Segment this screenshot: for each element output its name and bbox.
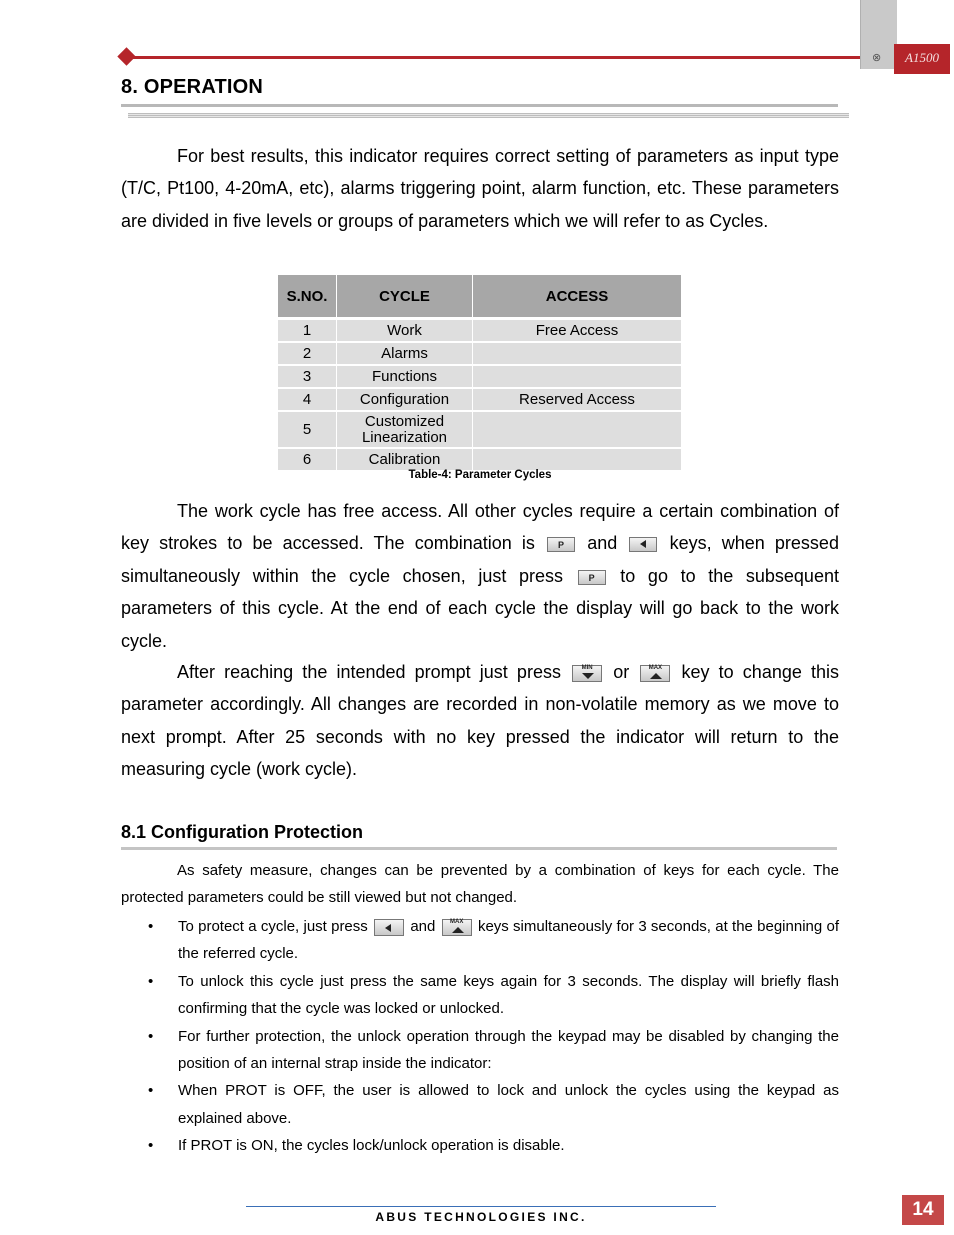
min-down-key-icon: MIN [572,665,602,682]
list-item: • To protect a cycle, just press and MAX keys simultaneously for 3 seconds, at the beginning of the referred cycle. [148,918,840,963]
list-item: • To unlock this cycle just press the same keys again for 3 seconds. The display will briefly flash confirming that the cycle was locked or unlocked. [148,972,839,1018]
prompt-paragraph: After reaching the intended prompt just press MIN or MAX key to change this parameter accordingly. All changes are recorded in non-volatile memory as we move to next prompt. After 25 seconds with no key pressed the indicator will return to the measuring cycle (work cycle). [121,662,839,780]
model-badge: A1500 [894,44,950,74]
cell-sno: 5 [278,411,337,448]
cell-access: Reserved Access [473,388,682,411]
table-row [278,411,682,448]
p-key-icon: P [547,537,575,552]
work-cycle-paragraph: The work cycle has free access. All other cycles require a certain combination of key strokes to be accessed. The combination is P and keys, when pressed simultaneously within the cycle chosen, just press P to go to the subsequent parameters of this cycle. At the end of each cycle the display will go back to the work cycle. [121,501,839,651]
section-rule-shadow [128,113,849,118]
cell-access [473,365,682,388]
footer-company: ABUS TECHNOLOGIES INC. [375,1210,587,1224]
list-item: • For further protection, the unlock operation through the keypad may be disabled by changing the position of an internal strap inside the indicator: [148,1027,839,1073]
list-item: • When PROT is OFF, the user is allowed to lock and unlock the cycles using the keypad as explained above. [148,1082,839,1127]
cell-access [473,448,682,470]
header-rule [130,56,865,59]
max-up-key-icon: MAX [442,919,472,936]
table-row [278,365,682,388]
cell-cycle: Customized Linearization [337,411,473,448]
cell-sno: 1 [278,319,337,343]
p-key-icon: P [578,570,606,585]
footer-rule [246,1206,716,1207]
col-header-cycle: CYCLE [337,275,473,319]
cell-access [473,411,682,448]
protection-bullet-list [121,913,839,1160]
table-caption: Table-4: Parameter Cycles [408,469,552,481]
cell-sno: 4 [278,388,337,411]
left-arrow-key-icon [629,537,657,552]
cell-access: Free Access [473,319,682,343]
section-rule [121,104,838,107]
subsection-title: 8.1 Configuration Protection [121,822,364,842]
table-row [278,388,682,411]
cell-cycle: Configuration [337,388,473,411]
header-diamond [117,47,135,65]
parameter-cycles-table [278,275,682,470]
max-up-key-icon: MAX [640,665,670,682]
list-item: • If PROT is ON, the cycles lock/unlock operation is disable. [148,1137,565,1155]
col-header-sno: S.NO. [278,275,337,319]
cell-access [473,342,682,365]
col-header-access: ACCESS [473,275,682,319]
protection-intro: As safety measure, changes can be prevented by a combination of keys for each cycle. The protected parameters could be still viewed but not changed. [121,862,839,907]
left-arrow-key-icon [374,919,404,936]
cell-cycle: Functions [337,365,473,388]
tab-circle-icon: ⊗ [872,52,882,64]
subsection-rule [121,847,837,850]
section-title: 8. OPERATION [121,76,264,98]
table-row [278,448,682,470]
cell-sno: 6 [278,448,337,470]
table-header-row [278,275,682,319]
cell-cycle: Calibration [337,448,473,470]
cell-cycle: Work [337,319,473,343]
page-number: 14 [902,1195,944,1225]
table-row [278,319,682,343]
table-row [278,342,682,365]
cell-cycle: Alarms [337,342,473,365]
cell-sno: 2 [278,342,337,365]
intro-paragraph: For best results, this indicator requires correct setting of parameters as input type (T/C, Pt100, 4-20mA, etc), alarms triggering point, alarm function, etc. These parameters are divided in five levels or groups of parameters which we will refer to as Cycles. [121,146,839,231]
cell-sno: 3 [278,365,337,388]
